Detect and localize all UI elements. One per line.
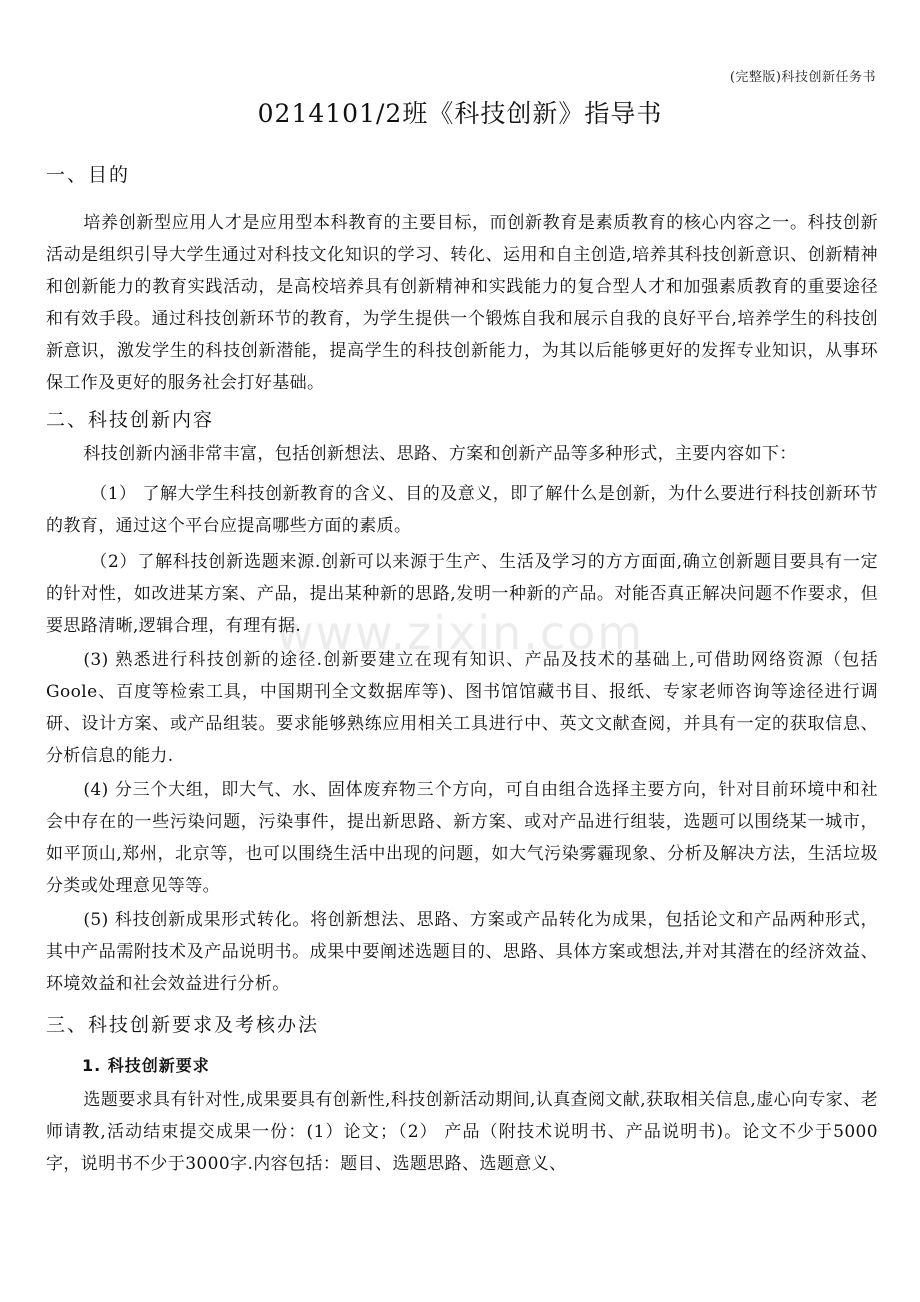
- content-item-1: （1） 了解大学生科技创新教育的含义、目的及意义，即了解什么是创新，为什么要进行科技创新环节的教育，通过这个平台应提高哪些方面的素质。: [46, 484, 878, 536]
- running-header: (完整版)科技创新任务书: [729, 70, 876, 85]
- purpose-paragraph: 培养创新型应用人才是应用型本科教育的主要目标，而创新教育是素质教育的核心内容之一。科技创新活动是组织引导大学生通过对科技文化知识的学习、转化、运用和自主创造,培养其科技创新意识、创新精神和创新能力的教育实践活动，是高校培养具有创新精神和实践能力的复合型人才和加强素质教育的重要途径和有效手段。通过科技创新环节的教育，为学生提供一个锻炼自我和展示自我的良好平台,培养学生的科技创新意识，激发学生的科技创新潜能，提高学生的科技创新能力，为其以后能够更好的发挥专业知识，从事环保工作及更好的服务社会打好基础。: [46, 213, 878, 393]
- content-item-3: (3) 熟悉进行科技创新的途径.创新要建立在现有知识、产品及技术的基础上,可借助网络资源（包括Goole、百度等检索工具，中国期刊全文数据库等)、图书馆馆藏书目、报纸、专家老师咨询等途径进行调研、设计方案、或产品组装。要求能够熟练应用相关工具进行中、英文文献查阅，并具有一定的获取信息、分析信息的能力.: [46, 650, 878, 766]
- content-item-4: (4) 分三个大组，即大气、水、固体废弃物三个方向，可自由组合选择主要方向，针对目前环境中和社会中存在的一些污染问题，污染事件，提出新思路、新方案、或对产品进行组装，选题可以围绕某一城市，如平顶山,郑州，北京等，也可以围绕生活中出现的问题，如大气污染雾霾现象、分析及解决方法，生活垃圾分类或处理意见等等。: [46, 780, 878, 896]
- watermark: www.zixin.com: [275, 606, 645, 660]
- section-heading-purpose: 一、目的: [46, 164, 131, 186]
- section-heading-requirements: 三、科技创新要求及考核办法: [46, 1014, 320, 1036]
- document-title: 0214101/2班《科技创新》指导书: [257, 99, 663, 128]
- requirements-paragraph: 选题要求具有针对性,成果要具有创新性,科技创新活动期间,认真查阅文献,获取相关信息,虚心向专家、老师请教,活动结束提交成果一份：(1）论文；（2） 产品（附技术说明书、产品说明书)。论文不少于5000字，说明书不少于3000字.内容包括：题目、选题思路、选题意义、: [46, 1090, 879, 1174]
- content-item-2: （2）了解科技创新选题来源.创新可以来源于生产、生活及学习的方方面面,确立创新题目要具有一定的针对性，如改进某方案、产品，提出某种新的思路,发明一种新的产品。对能否真正解决问题不作要求，但要思路清晰,逻辑合理，有理有据.: [46, 552, 878, 636]
- sub-heading-requirements: 1. 科技创新要求: [82, 1056, 210, 1075]
- document-body: [46, 150, 878, 1180]
- content-intro-paragraph: 科技创新内涵非常丰富，包括创新想法、思路、方案和创新产品等多种形式，主要内容如下：: [83, 444, 797, 464]
- section-heading-content: 二、科技创新内容: [46, 409, 215, 431]
- content-item-5: (5) 科技创新成果形式转化。将创新想法、思路、方案或产品转化为成果，包括论文和产品两种形式，其中产品需附技术及产品说明书。成果中要阐述选题目的、思路、具体方案或想法,并对其潜在的经济效益、环境效益和社会效益进行分析。: [46, 910, 878, 994]
